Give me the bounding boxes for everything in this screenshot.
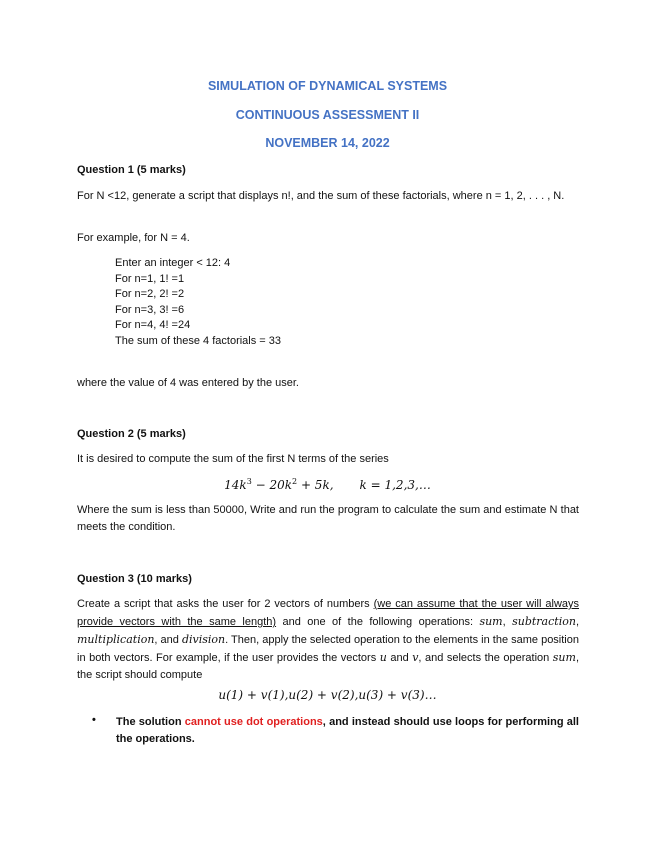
requirement-text: The solution (116, 716, 185, 728)
question-3-body: Create a script that asks the user for 2 vectors of numbers (we can assume that the user will always provide vectors with the same length) and one of the following operations: sum, subtraction, multiplication, and division. Then, apply the selected operation to the elements in the same position in both vectors. For example, if the user provides the vectors u and v, and selects the operation sum, the script should compute (77, 598, 580, 681)
question-3-requirement (116, 714, 579, 748)
q3-text: Create a script that asks the user for 2 vectors of numbers (77, 598, 374, 610)
op-sum-2: sum (552, 651, 576, 664)
requirement-highlight: cannot use dot operations (184, 716, 323, 728)
question-1-footer: where the value of 4 was entered by the user. (77, 377, 299, 389)
q3-text: and one of the following operations: (276, 616, 480, 628)
example-line: For n=2, 2! =2 (115, 288, 185, 300)
q3-text: , and (154, 634, 182, 646)
op-division: division (181, 633, 226, 646)
requirement-text: , and instead should use loops for performing all the operations. (116, 716, 579, 745)
example-line: Enter an integer < 12: 4 (115, 257, 231, 269)
document-date: NOVEMBER 14, 2022 (265, 136, 390, 150)
q3-underlined-note: (we can assume that the user will always provide vectors with the same length) (77, 598, 580, 628)
series-term-b: − 20k (251, 478, 293, 492)
question-2-heading: Question 2 (5 marks) (77, 428, 186, 440)
op-sum: sum (479, 615, 503, 628)
series-exp-b: 2 (292, 477, 298, 486)
question-1-prompt: For N <12, generate a script that displays n!, and the sum of these factorials, where n = 1, 2, . . . , N. (77, 190, 565, 202)
question-1-example-intro: For example, for N = 4. (77, 232, 190, 244)
q3-text: , and selects the operation (418, 652, 553, 664)
op-subtraction: subtraction (512, 615, 576, 628)
series-exp-a: 3 (246, 477, 252, 486)
example-line: For n=3, 3! =6 (115, 303, 185, 316)
question-1-heading: Question 1 (5 marks) (77, 164, 186, 176)
question-2-body: Where the sum is less than 50000, Write and run the program to calculate the sum and estimate N that meets the condition. (77, 504, 579, 533)
bullet-icon: • (92, 714, 96, 726)
series-formula (0, 477, 655, 492)
series-range: k = 1,2,3,… (359, 478, 431, 492)
question-2-prompt: It is desired to compute the sum of the first N terms of the series (77, 453, 389, 465)
q3-text: . Then, apply the selected operation to the elements in the same position in both vectors. For example, if the user provides the vectors (77, 634, 579, 664)
var-u: u (379, 651, 387, 664)
series-term-a: 14k (224, 478, 247, 492)
series-term-c: + 5k, (297, 478, 334, 492)
example-line: For n=4, 4! =24 (115, 319, 191, 331)
op-multiplication: multiplication (77, 633, 155, 646)
vector-formula: u(1) + v(1),u(2) + v(2),u(3) + v(3)… (218, 688, 437, 702)
question-3-heading: Question 3 (10 marks) (77, 573, 192, 585)
example-line: For n=1, 1! =1 (115, 272, 185, 285)
question-1-example-output (115, 256, 281, 349)
q3-text: , the script should compute (77, 652, 580, 681)
document-subtitle: CONTINUOUS ASSESSMENT II (235, 108, 420, 122)
var-v: v (412, 651, 419, 664)
q3-text: and (386, 652, 413, 664)
example-line: The sum of these 4 factorials = 33 (115, 334, 282, 347)
document-title: SIMULATION OF DYNAMICAL SYSTEMS (207, 79, 448, 93)
